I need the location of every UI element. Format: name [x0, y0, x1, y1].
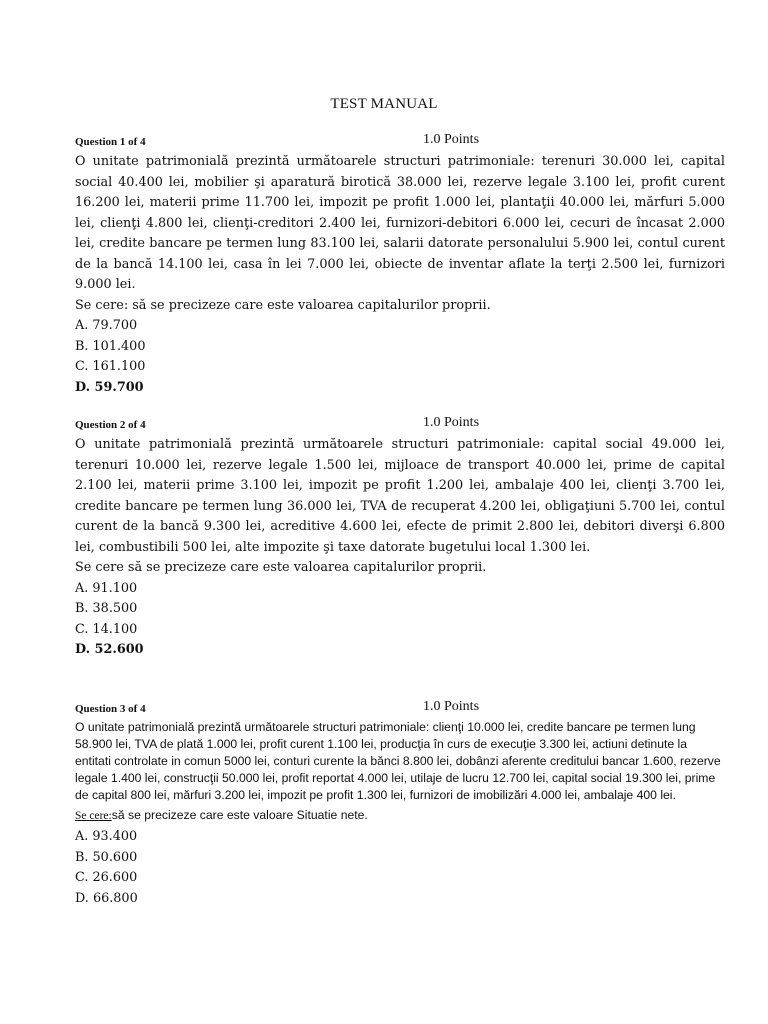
question-text: O unitate patrimonială prezintă următoarele structuri patrimoniale: terenuri 30.000 lei, capital social 40.400 lei, mobilier şi aparatură birotică 38.000 lei, rezerve legale 3.100 lei, profit curent 16.200 lei, materii prime 11.700 lei, impozit pe profit 1.000 lei, plantaţii 40.000 lei, mărfuri 5.000 lei, clienţi 4.800 lei, clienţi-creditori 2.400 lei, furnizori-debitori 6.000 lei, cecuri de încasat 2.000 lei, credite bancare pe termen lung 83.100 lei, salarii datorate personalului 5.900 lei, contul curent de la bancă 14.100 lei, casa în lei 7.000 lei, obiecte de inventar aflate la terţi 2.500 lei, furnizori 9.000 lei.: [75, 154, 725, 292]
answer-options: [75, 316, 725, 398]
answer-options: [75, 579, 725, 661]
answer-option-b[interactable]: B. 50.600: [75, 849, 138, 865]
answer-option-b[interactable]: B. 101.400: [75, 338, 146, 354]
question-points: 1.0 Points: [423, 699, 480, 714]
question-number: Question 3 of 4: [75, 703, 146, 715]
question-text: O unitate patrimonială prezintă următoarele structuri patrimoniale: clienţi 10.000 lei, credite bancare pe termen lung 58.900 lei, TVA de plată 1.000 lei, profit curent 1.100 lei, producţia în curs de execuţie 3.300 lei, actiuni detinute la entitati controlate in comun 5000 lei, conturi curente la bănci 8.800 lei, dobânzi aferente creditului bancar 1.600, rezerve legale 1.400 lei, construcţii 50.000 lei, profit reportat 4.000 lei, utilaje de lucru 12.700 lei, capital social 19.300 lei, prime de capital 800 lei, mărfuri 3.200 lei, impozit pe profit 1.300 lei, furnizori de imobilizări 4.000 lei, ambalaje 400 lei.: [75, 720, 721, 802]
answer-option-d[interactable]: D. 59.700: [75, 379, 144, 395]
question-points: 1.0 Points: [423, 132, 480, 147]
question-header: [75, 132, 725, 152]
page-title: TEST MANUAL: [330, 96, 438, 112]
answer-option-d[interactable]: D. 66.800: [75, 890, 138, 906]
question-ask: Se cere să se precizeze care este valoarea capitalurilor proprii.: [75, 560, 487, 575]
answer-option-a[interactable]: A. 93.400: [75, 829, 138, 844]
question-header: [75, 699, 725, 719]
answer-option-c[interactable]: C. 14.100: [75, 621, 138, 637]
answer-option-b[interactable]: B. 38.500: [75, 601, 138, 617]
question-ask: [75, 807, 725, 825]
question-number: Question 1 of 4: [75, 136, 146, 148]
question-2: [75, 415, 725, 661]
answer-option-a[interactable]: A. 79.700: [75, 318, 138, 333]
ask-prefix: Se cere:: [75, 810, 112, 822]
answer-options: [75, 827, 725, 909]
answer-option-c[interactable]: C. 161.100: [75, 359, 146, 375]
question-3: [75, 699, 725, 909]
ask-text: să se precizeze care este valoare Situatie nete.: [111, 808, 368, 822]
question-points: 1.0 Points: [423, 415, 480, 430]
answer-option-a[interactable]: A. 91.100: [75, 580, 138, 596]
question-number: Question 2 of 4: [75, 419, 146, 431]
answer-option-c[interactable]: C. 26.600: [75, 870, 138, 886]
question-ask: Se cere: să se precizeze care este valoarea capitalurilor proprii.: [75, 297, 491, 313]
question-text: O unitate patrimonială prezintă următoarele structuri patrimoniale: capital social 49.000 lei, terenuri 10.000 lei, rezerve legale 1.500 lei, mijloace de transport 40.000 lei, prime de capital 2.100 lei, materii prime 3.100 lei, impozit pe profit 1.200 lei, ambalaje 400 lei, clienţi 3.700 lei, credite bancare pe termen lung 36.000 lei, TVA de recuperat 4.200 lei, obligaţiuni 5.700 lei, contul curent de la bancă 9.300 lei, acreditive 4.600 lei, efecte de primit 2.800 lei, debitori diverşi 6.800 lei, combustibili 500 lei, alte impozite şi taxe datorate bugetului local 1.300 lei.: [75, 437, 725, 555]
question-1: [75, 132, 725, 398]
answer-option-d[interactable]: D. 52.600: [75, 642, 144, 658]
question-header: [75, 415, 725, 435]
